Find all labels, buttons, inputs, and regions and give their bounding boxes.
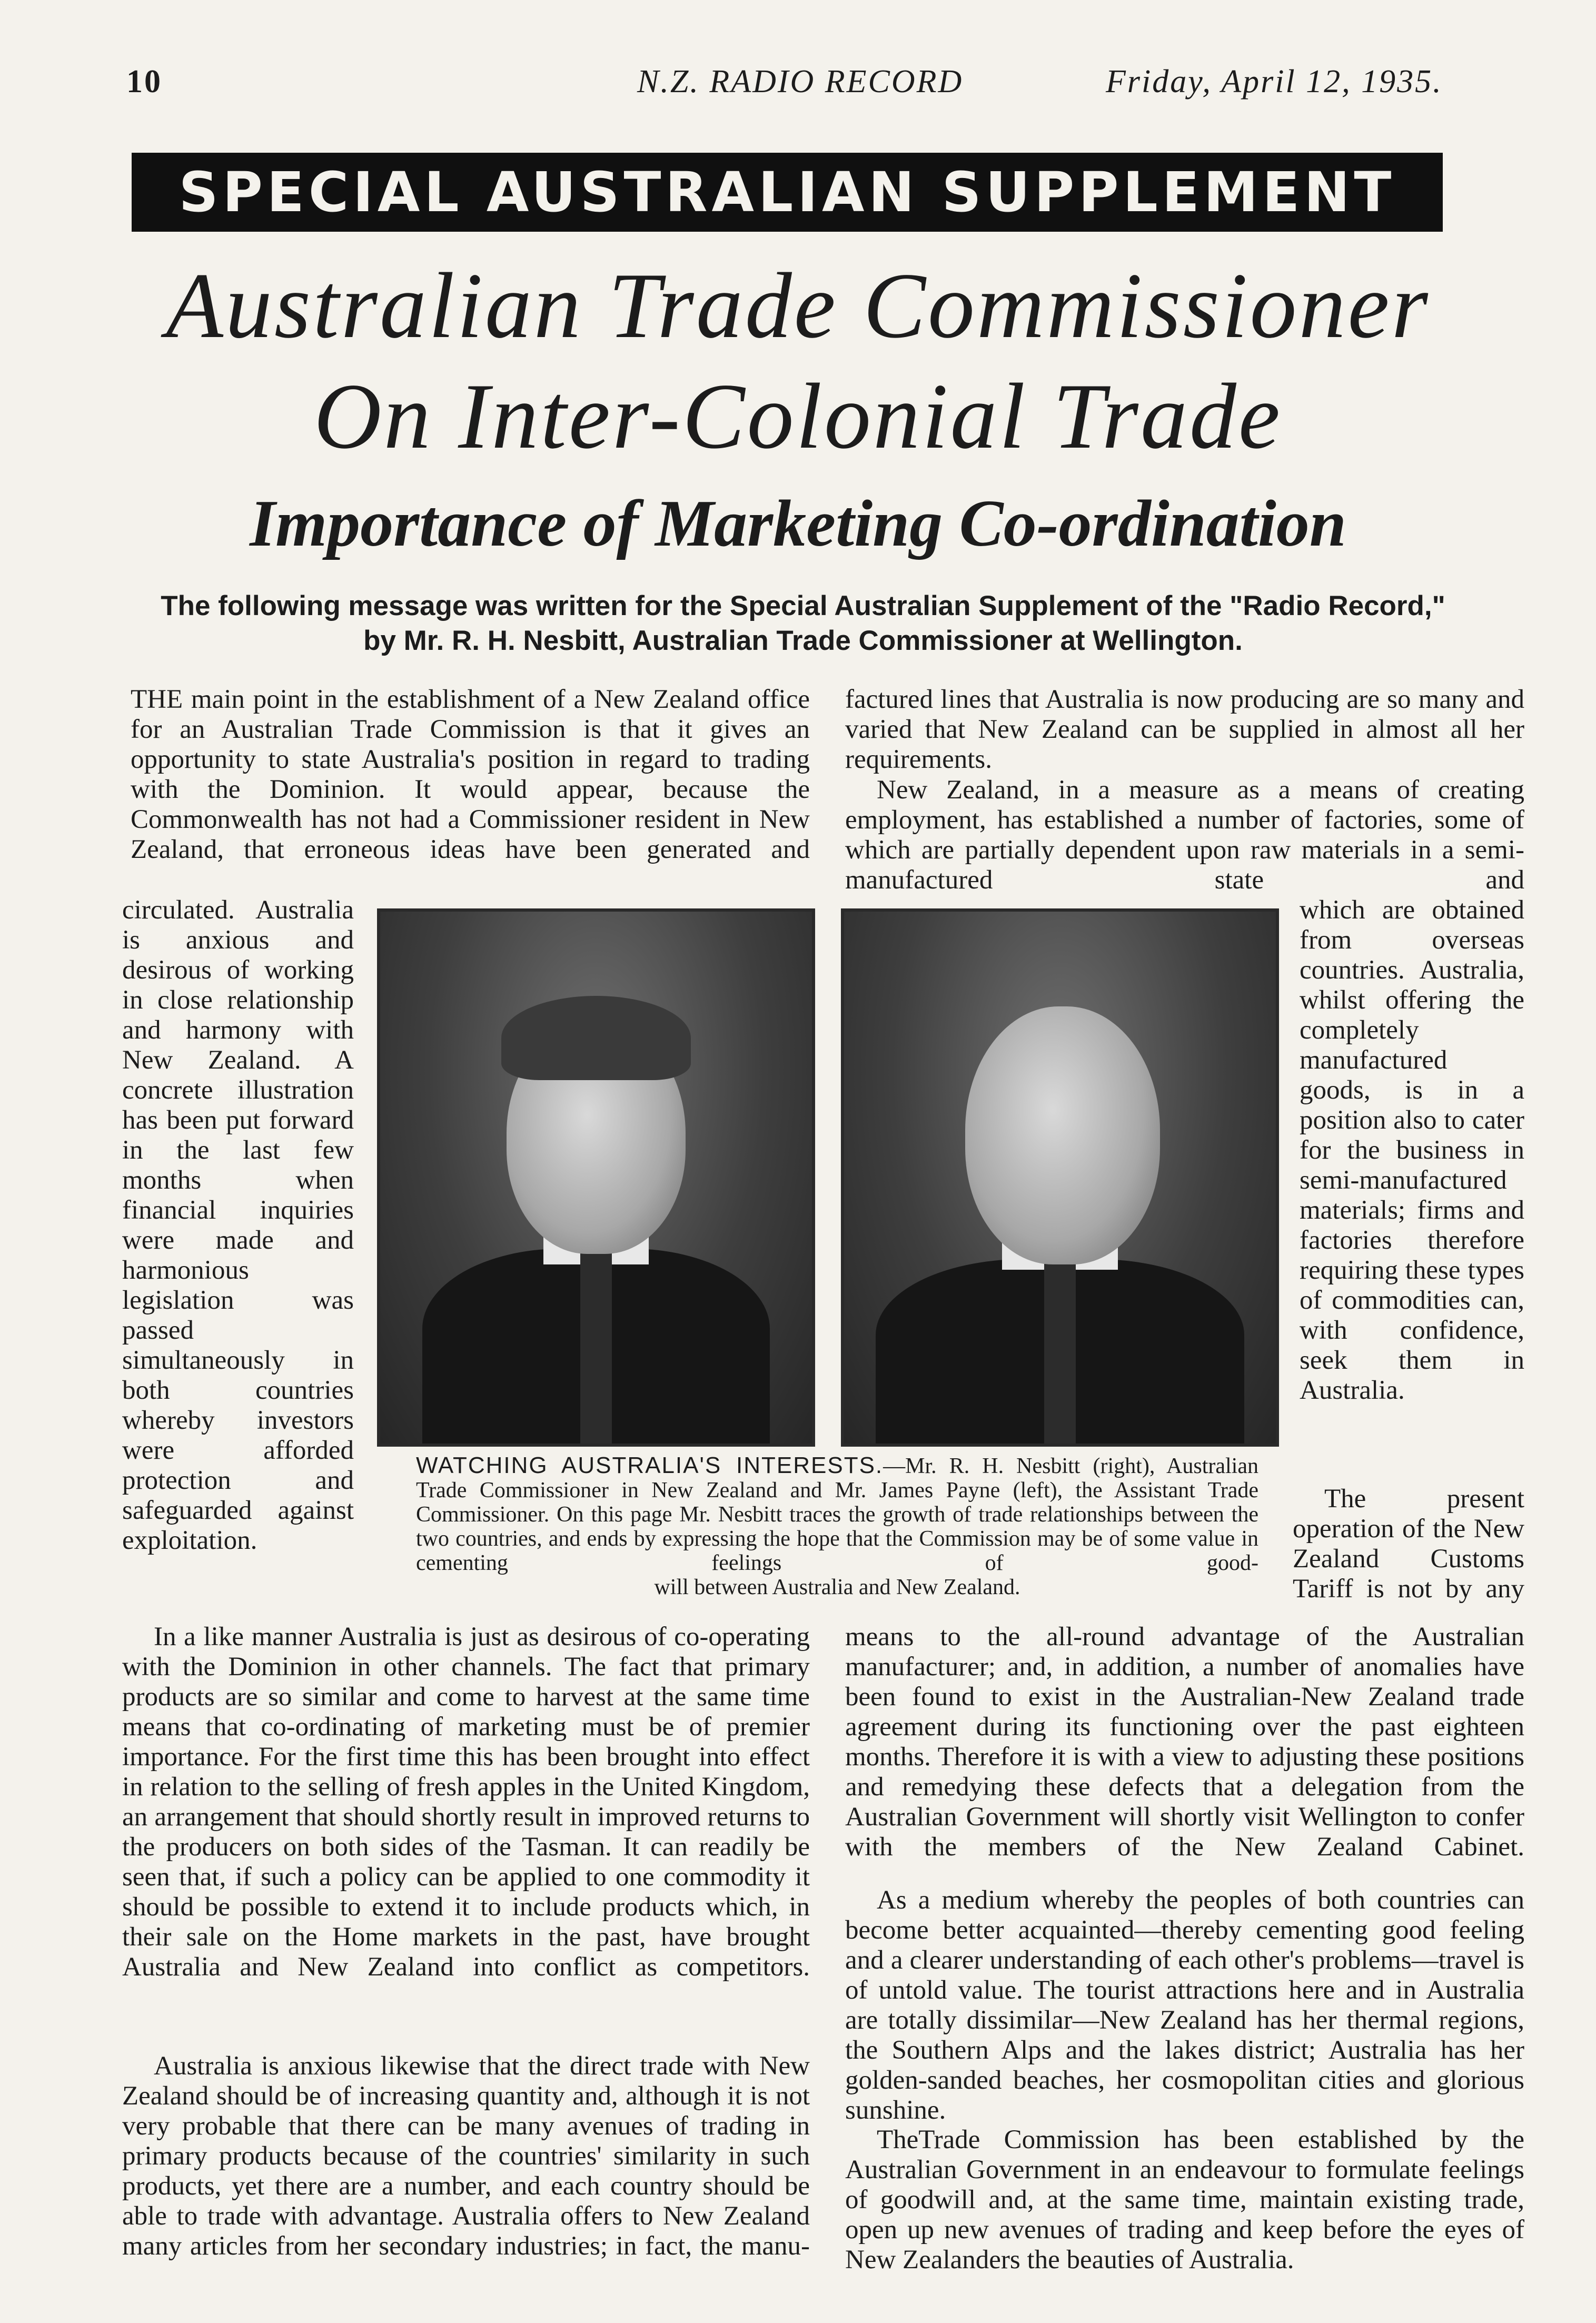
- intro-paragraph: [105, 589, 1501, 658]
- photo-rh-nesbitt: [841, 908, 1279, 1447]
- col2-paragraph-2-top: New Zealand, in a measure as a means of creating employment, has established a number of factories, some of which are partially dependent upon raw materials in a semi-manufactured state and: [845, 775, 1524, 895]
- subheadline: Importance of Marketing Co-ordination: [250, 487, 1346, 560]
- col2-paragraph-3-narrow: The present operation of the New Zealand Customs Tariff is not by any: [1293, 1484, 1524, 1604]
- col1-paragraph-3: Australia is anxious likewise that the direct trade with New Zealand should be of increasing quantity and, although it is not very probable that there can be many avenues of trading in primary products because of the countries' similarity in such products, yet there are a number, and each country should be able to trade with advantage. Australia offers to New Zealand many articles from her secondary industries; in fact, the manu-: [122, 2051, 810, 2261]
- col1-opening-paragraph: THE main point in the establishment of a New Zealand office for an Australian Trade Commission is that it gives an opportunity to state Australia's position in regard to trading with the Dominion. It would appear, because the Commonwealth has not had a Commissioner resident in New Zealand, that erroneous ideas have been generated and: [131, 685, 810, 864]
- col2-narrow-paragraph: which are obtained from overseas countries. Australia, whilst offering the completely manufactured goods, is in a position also to cater for the business in semi-manufactured materials; firms and factories therefore requiring these types of commodities can, with confidence, seek them in Australia.: [1300, 895, 1524, 1405]
- page-number: 10: [126, 64, 162, 100]
- intro-line-1: The following message was written for the Special Australian Supplement of the "Radio Record,": [161, 590, 1445, 621]
- caption-text: —Mr. R. H. Nesbitt (right), Australian Trade Commissioner in New Zealand and Mr. James Payne (left), the Assistant Trade Commissioner. On this page Mr. Nesbitt traces the growth of trade relationships between the two countries, and ends by expressing the hope that the Commission may be of some value in cementing feelings of good-: [416, 1454, 1258, 1575]
- caption-end: will between Australia and New Zealand.: [654, 1575, 1020, 1599]
- supplement-banner: SPECIAL AUSTRALIAN SUPPLEMENT: [132, 153, 1443, 232]
- headline-line-2: On Inter-Colonial Trade: [314, 364, 1282, 468]
- publication-name: N.Z. RADIO RECORD: [637, 64, 964, 100]
- photo-caption: [416, 1454, 1258, 1599]
- col2-opening-paragraph: factured lines that Australia is now producing are so many and varied that New Zealand can be supplied in almost all her requirements.: [845, 685, 1524, 774]
- col1-paragraph-2: In a like manner Australia is just as desirous of co-operating with the Dominion in other channels. The fact that primary products are so similar and come to harvest at the same time means that co-ordinating of marketing must be of premier importance. For the first time this has been brought into effect in relation to the selling of fresh apples in the United Kingdom, an arrangement that should shortly result in improved returns to the producers on both sides of the Tasman. It can readily be seen that, if such a policy can be applied to one commodity it should be possible to extend it to include products which, in their sale on the Home markets in the past, have brought Australia and New Zealand into conflict as competitors.: [122, 1622, 810, 1982]
- headline-line-1: Australian Trade Commissioner: [166, 253, 1430, 358]
- col2-paragraph-4: As a medium whereby the peoples of both countries can become better acquainted—thereby cementing good feeling and a clearer understanding of each other's problems—travel is of untold value. The tourist attractions here and in Australia are totally dissimilar—New Zealand has her thermal regions, the Southern Alps and the lakes district; Australia has her golden-sanded beaches, her cosmopolitan cities and glorious sunshine.: [845, 1885, 1524, 2125]
- caption-lead: WATCHING AUSTRALIA'S INTERESTS.: [416, 1452, 884, 1478]
- col1-narrow-paragraph: circulated. Australia is anxious and desirous of working in close relationship and harmony with New Zealand. A concrete illustration has been put forward in the last few months when financial inquiries were made and harmonious legislation was passed simultaneously in both countries whereby investors were afforded protection and safeguarded against exploitation.: [122, 895, 354, 1555]
- col2-paragraph-3-rest: means to the all-round advantage of the Australian manufacturer; and, in addition, a number of anomalies have been found to exist in the Australian-New Zealand trade agreement during its functioning over the past eighteen months. Therefore it is with a view to adjusting these positions and remedying these defects that a delegation from the Australian Government will shortly visit Wellington to confer with the members of the New Zealand Cabinet.: [845, 1622, 1524, 1862]
- photo-james-payne: [377, 908, 815, 1447]
- intro-line-2: by Mr. R. H. Nesbitt, Australian Trade Commissioner at Wellington.: [363, 625, 1243, 656]
- running-header: [0, 63, 1596, 111]
- issue-date: Friday, April 12, 1935.: [1106, 64, 1443, 100]
- col2-paragraph-5: TheTrade Commission has been established by the Australian Government in an endeavour to formulate feelings of goodwill and, at the same time, maintain existing trade, open up new avenues of trading and keep before the eyes of New Zealanders the beauties of Australia.: [845, 2125, 1524, 2275]
